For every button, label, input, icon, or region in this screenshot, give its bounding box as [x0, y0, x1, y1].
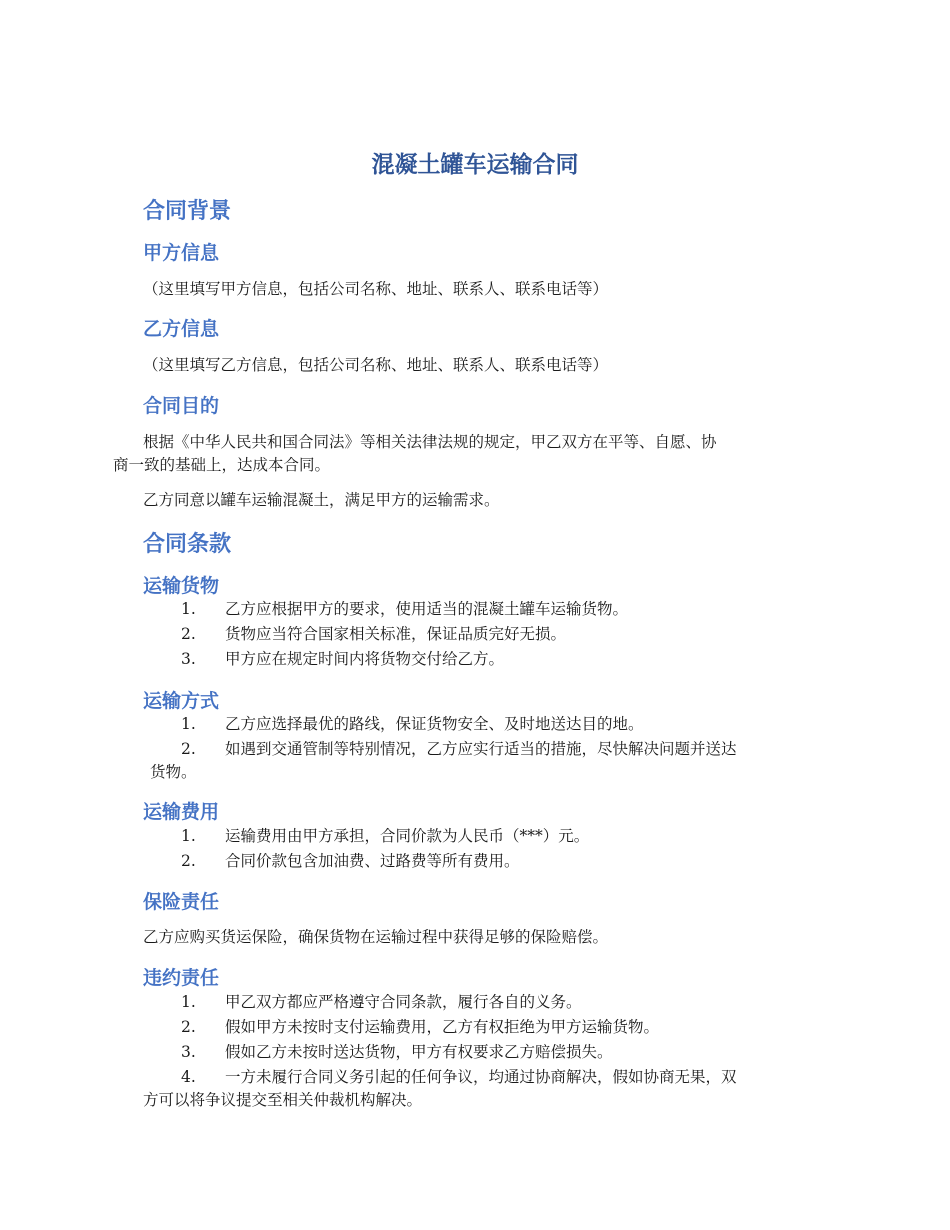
- purpose-paragraph-line1: 根据《中华人民共和国合同法》等相关法律法规的规定，甲乙双方在平等、自愿、协: [143, 433, 717, 451]
- insurance-paragraph: 乙方应购买货运保险，确保货物在运输过程中获得足够的保险赔偿。: [143, 928, 609, 946]
- section-heading-terms: 合同条款: [143, 532, 232, 557]
- list-item: 3. 甲方应在规定时间内将货物交付给乙方。: [181, 650, 505, 668]
- subheading-breach: 违约责任: [143, 967, 220, 989]
- list-item: 4. 一方未履行合同义务引起的任何争议，均通过协商解决，假如协商无果，双: [181, 1068, 737, 1086]
- list-item: 1. 乙方应选择最优的路线，保证货物安全、及时地送达目的地。: [181, 715, 644, 733]
- list-item: 2. 货物应当符合国家相关标准，保证品质完好无损。: [181, 625, 567, 643]
- document-title: 混凝土罐车运输合同: [371, 152, 579, 178]
- list-item: 2. 如遇到交通管制等特别情况，乙方应实行适当的措施，尽快解决问题并送达: [181, 740, 737, 758]
- subheading-goods: 运输货物: [143, 575, 220, 597]
- subheading-fees: 运输费用: [143, 801, 220, 823]
- purpose-paragraph-2: 乙方同意以罐车运输混凝土，满足甲方的运输需求。: [143, 491, 500, 509]
- list-item-continuation: 方可以将争议提交至相关仲裁机构解决。: [143, 1091, 423, 1109]
- subheading-method: 运输方式: [143, 690, 220, 712]
- list-item: 1. 乙方应根据甲方的要求，使用适当的混凝土罐车运输货物。: [181, 600, 629, 618]
- list-item: 1. 运输费用由甲方承担，合同价款为人民币（***）元。: [181, 827, 590, 845]
- list-item: 1. 甲乙双方都应严格遵守合同条款，履行各自的义务。: [181, 993, 582, 1011]
- list-item: 2. 假如甲方未按时支付运输费用，乙方有权拒绝为甲方运输货物。: [181, 1018, 660, 1036]
- list-item: 2. 合同价款包含加油费、过路费等所有费用。: [181, 852, 520, 870]
- list-item-continuation: 货物。: [150, 763, 197, 781]
- section-heading-background: 合同背景: [143, 199, 232, 224]
- party-b-info: （这里填写乙方信息，包括公司名称、地址、联系人、联系电话等）: [143, 356, 609, 374]
- subheading-party-a: 甲方信息: [143, 242, 220, 264]
- party-a-info: （这里填写甲方信息，包括公司名称、地址、联系人、联系电话等）: [143, 280, 609, 298]
- subheading-party-b: 乙方信息: [143, 318, 220, 340]
- purpose-paragraph-line2: 商一致的基础上，达成本合同。: [113, 456, 331, 474]
- subheading-insurance: 保险责任: [143, 891, 220, 913]
- subheading-purpose: 合同目的: [143, 395, 220, 417]
- list-item: 3. 假如乙方未按时送达货物，甲方有权要求乙方赔偿损失。: [181, 1043, 613, 1061]
